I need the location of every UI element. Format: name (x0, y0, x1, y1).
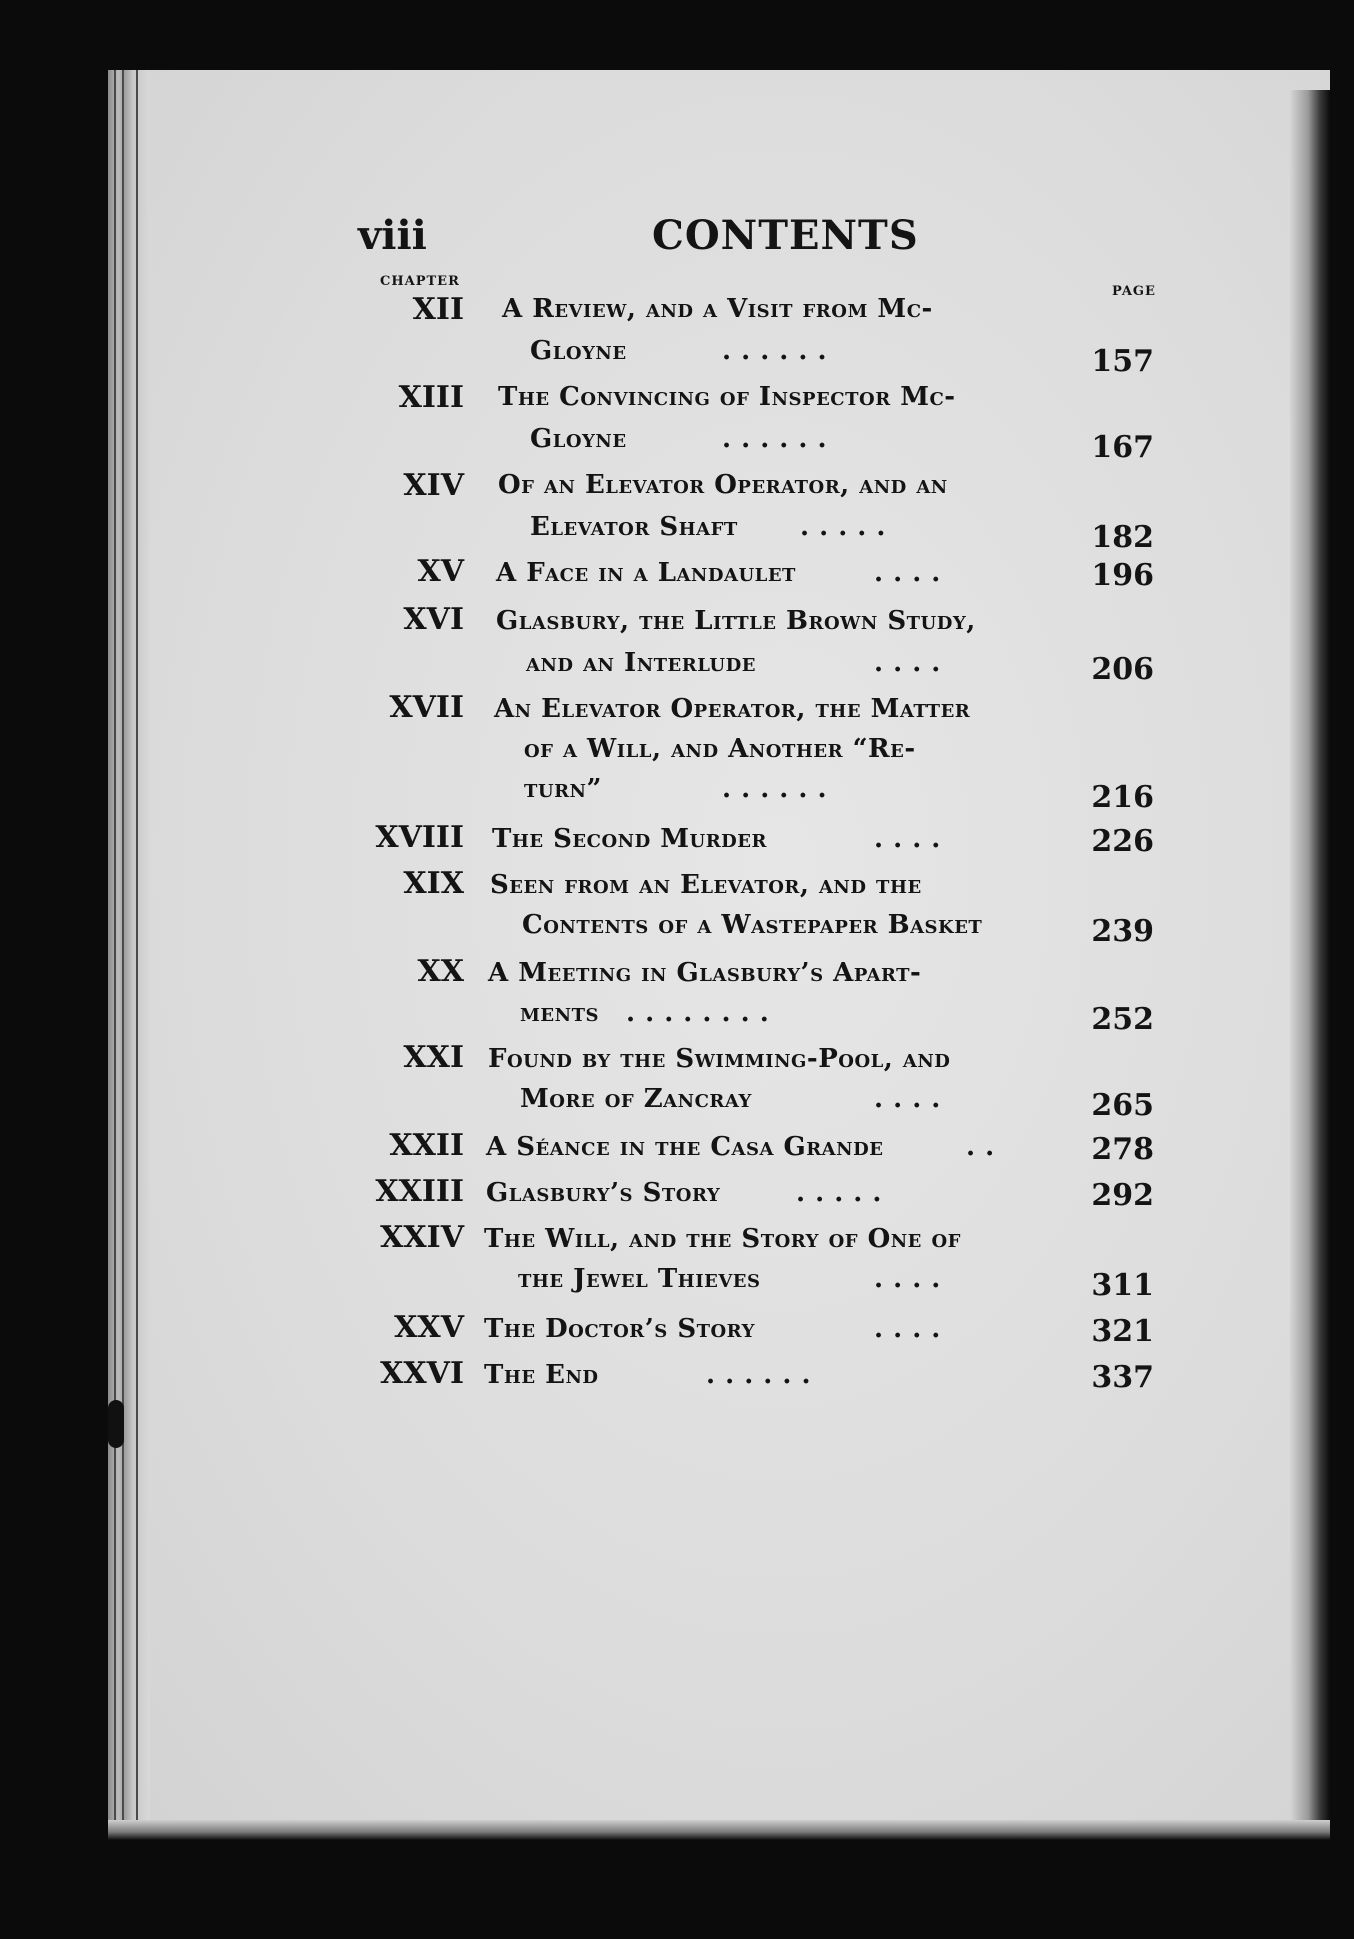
chapter-title-line: A Meeting in Glasbury’s Apart- (488, 958, 922, 988)
chapter-title-line: Found by the Swimming-Pool, and (488, 1044, 951, 1074)
leader-dots: . . . . (874, 824, 941, 854)
chapter-number: XVIII (375, 820, 464, 855)
leader-dots: . . . . (874, 1264, 941, 1294)
leader-dots: . . . . . . (722, 424, 828, 454)
chapter-title-line: ments (520, 998, 599, 1028)
page-number: 252 (1091, 1002, 1154, 1037)
chapter-title-line: Glasbury, the Little Brown Study, (496, 606, 976, 636)
page-folio: viii (358, 212, 427, 259)
page-number: 157 (1091, 344, 1154, 379)
chapter-number: XIII (398, 380, 464, 415)
chapter-title-line: Contents of a Wastepaper Basket (522, 910, 983, 940)
page-number: 292 (1091, 1178, 1154, 1213)
chapter-number: XXV (394, 1310, 464, 1345)
chapter-title-line: Elevator Shaft (530, 512, 738, 542)
chapter-title-line: turn” (524, 774, 602, 804)
leader-dots: . . . . (874, 1084, 941, 1114)
page-column-label: PAGE (1112, 284, 1156, 299)
leader-dots: . . . . . . (722, 336, 828, 366)
leader-dots: . . . . . . (706, 1360, 812, 1390)
leader-dots: . . . . (874, 648, 941, 678)
chapter-title-line: Seen from an Elevator, and the (490, 870, 922, 900)
leader-dots: . . . . . . . . (626, 998, 770, 1028)
chapter-column-label: CHAPTER (380, 274, 460, 289)
page-number: 265 (1091, 1088, 1154, 1123)
leader-dots: . . (966, 1132, 995, 1162)
chapter-title-line: An Elevator Operator, the Matter (494, 694, 971, 724)
chapter-title-line: Glasbury’s Story (486, 1178, 721, 1208)
chapter-title-line: A Review, and a Visit from Mc- (502, 294, 933, 324)
chapter-title-line: Gloyne (530, 424, 627, 454)
chapter-title-line: Gloyne (530, 336, 627, 366)
chapter-number: XVII (389, 690, 464, 725)
page-number: 196 (1091, 558, 1154, 593)
chapter-number: XXII (389, 1128, 464, 1163)
chapter-number: XXIII (375, 1174, 464, 1209)
leader-dots: . . . . (874, 1314, 941, 1344)
leader-dots: . . . . . . (722, 774, 828, 804)
chapter-number: XXVI (380, 1356, 464, 1391)
chapter-title-line: The Convincing of Inspector Mc- (498, 382, 956, 412)
chapter-title-line: Of an Elevator Operator, and an (498, 470, 948, 500)
page-number: 182 (1091, 520, 1154, 555)
chapter-number: XXI (403, 1040, 464, 1075)
chapter-number: XII (412, 292, 464, 327)
chapter-title-line: the Jewel Thieves (518, 1264, 761, 1294)
chapter-title-line: and an Interlude (526, 648, 756, 678)
page-number: 311 (1091, 1268, 1154, 1303)
page-number: 337 (1091, 1360, 1154, 1395)
chapter-number: XIX (403, 866, 464, 901)
chapter-number: XVI (403, 602, 464, 637)
chapter-title-line: The Second Murder (492, 824, 767, 854)
chapter-title-line: of a Will, and Another “Re- (524, 734, 916, 764)
chapter-title-line: The End (484, 1360, 599, 1390)
chapter-title-line: The Doctor’s Story (484, 1314, 755, 1344)
chapter-number: XX (417, 954, 464, 989)
chapter-title-line: A Face in a Landaulet (496, 558, 796, 588)
chapter-title-line: More of Zancray (520, 1084, 752, 1114)
page-number: 239 (1091, 914, 1154, 949)
chapter-title-line: A Séance in the Casa Grande (486, 1132, 884, 1162)
chapter-number: XIV (403, 468, 464, 503)
leader-dots: . . . . (874, 558, 941, 588)
chapter-title-line: The Will, and the Story of One of (484, 1224, 961, 1254)
page-number: 321 (1091, 1314, 1154, 1349)
page-title: CONTENTS (652, 212, 919, 259)
page-number: 167 (1091, 430, 1154, 465)
page-number: 216 (1091, 780, 1154, 815)
chapter-number: XV (417, 554, 464, 589)
chapter-number: XXIV (380, 1220, 464, 1255)
leader-dots: . . . . . (800, 512, 886, 542)
page-number: 206 (1091, 652, 1154, 687)
leader-dots: . . . . . (796, 1178, 882, 1208)
page-number: 226 (1091, 824, 1154, 859)
page-number: 278 (1091, 1132, 1154, 1167)
